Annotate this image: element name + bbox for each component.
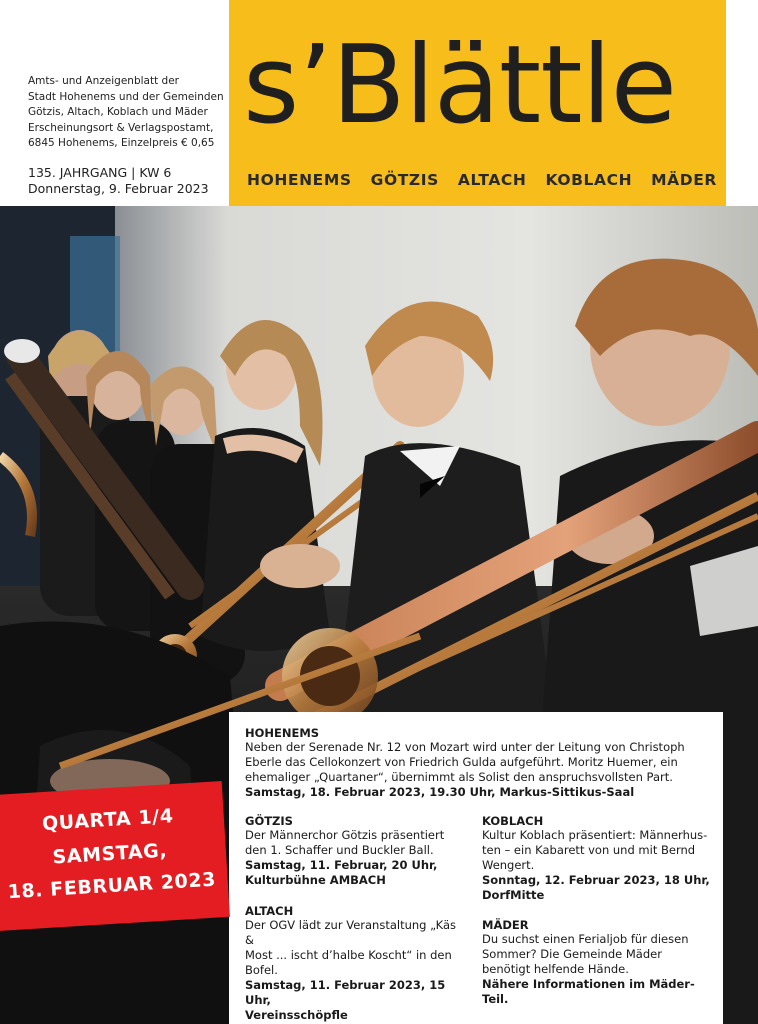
event-description: Der OGV lädt zur Veranstaltung „Käs & bbox=[245, 918, 457, 947]
event-description: Kultur Koblach präsentiert: Männerhus- bbox=[482, 828, 708, 842]
events-panel bbox=[229, 712, 723, 1024]
event-venue: Vereinsschöpfle bbox=[245, 1008, 348, 1022]
event-description: Der Männerchor Götzis präsentiert bbox=[245, 828, 445, 842]
publisher-line: Stadt Hohenems und der Gemeinden bbox=[28, 90, 224, 103]
event-description: Most ... ischt d’halbe Koscht“ in den bbox=[245, 948, 452, 962]
event-heading: HOHENEMS bbox=[245, 726, 320, 740]
town-list bbox=[247, 171, 717, 189]
event-description: Bofel. bbox=[245, 963, 278, 977]
title-box bbox=[229, 0, 726, 216]
publisher-line: Götzis, Altach, Koblach und Mäder bbox=[28, 106, 208, 118]
event-description: Eberle das Cellokonzert von Friedrich Gulda aufgeführt. Moritz Huemer, ein bbox=[245, 755, 678, 769]
event-heading: ALTACH bbox=[245, 904, 294, 918]
issue-number: 135. JAHRGANG | KW 6 bbox=[28, 165, 172, 180]
town-name: KOBLACH bbox=[545, 171, 633, 189]
event-time: Samstag, 11. Februar, 20 Uhr, bbox=[245, 858, 438, 872]
event-hohenems bbox=[245, 726, 715, 800]
event-heading: MÄDER bbox=[482, 918, 529, 932]
publisher-line: 6845 Hohenems, Einzelpreis € 0,65 bbox=[28, 137, 215, 149]
promo-badge bbox=[0, 781, 230, 931]
event-description: ten – ein Kabarett von und mit Bernd bbox=[482, 843, 696, 857]
event-description: den 1. Schaffer und Buckler Ball. bbox=[245, 843, 434, 857]
newspaper-title: s’Blättle bbox=[243, 23, 677, 148]
town-name: MÄDER bbox=[651, 171, 717, 189]
publisher-line: Erscheinungsort & Verlagspostamt, bbox=[28, 121, 214, 134]
event-venue: DorfMitte bbox=[482, 888, 545, 902]
event-time: Samstag, 18. Februar 2023, 19.30 Uhr, Markus-Sittikus-Saal bbox=[245, 785, 635, 799]
event-altach bbox=[245, 904, 465, 1023]
publisher-line: Amts- und Anzeigenblatt der bbox=[28, 75, 179, 87]
town-name: ALTACH bbox=[457, 171, 527, 189]
event-goetzis bbox=[245, 814, 465, 888]
event-description: Du suchst einen Ferialjob für diesen bbox=[482, 932, 689, 946]
town-name: GÖTZIS bbox=[370, 171, 439, 189]
event-heading: KOBLACH bbox=[482, 814, 544, 828]
event-time: Sonntag, 12. Februar 2023, 18 Uhr, bbox=[482, 873, 710, 887]
issue-info bbox=[28, 165, 228, 197]
event-description: benötigt helfende Hände. bbox=[482, 962, 629, 976]
event-description: Wengert. bbox=[482, 858, 535, 872]
event-koblach bbox=[482, 814, 712, 903]
event-note: Nähere Informationen im Mäder-Teil. bbox=[482, 977, 695, 1006]
issue-date: Donnerstag, 9. Februar 2023 bbox=[28, 181, 209, 196]
publisher-info bbox=[28, 74, 228, 152]
event-description: Neben der Serenade Nr. 12 von Mozart wird unter der Leitung von Christoph bbox=[245, 740, 685, 754]
promo-title: QUARTA 1/4 bbox=[41, 805, 175, 836]
event-maeder bbox=[482, 918, 712, 1007]
event-venue: Kulturbühne AMBACH bbox=[245, 873, 386, 887]
event-time: Samstag, 11. Februar 2023, 15 Uhr, bbox=[245, 978, 446, 1007]
event-description: Sommer? Die Gemeinde Mäder bbox=[482, 947, 662, 961]
event-description: ehemaliger „Quartaner“, übernimmt als Solist den anspruchsvollsten Part. bbox=[245, 770, 673, 784]
promo-date: 18. FEBRUAR 2023 bbox=[7, 868, 217, 904]
promo-day: SAMSTAG, bbox=[51, 839, 168, 869]
event-heading: GÖTZIS bbox=[245, 814, 293, 828]
town-name: HOHENEMS bbox=[247, 171, 352, 189]
